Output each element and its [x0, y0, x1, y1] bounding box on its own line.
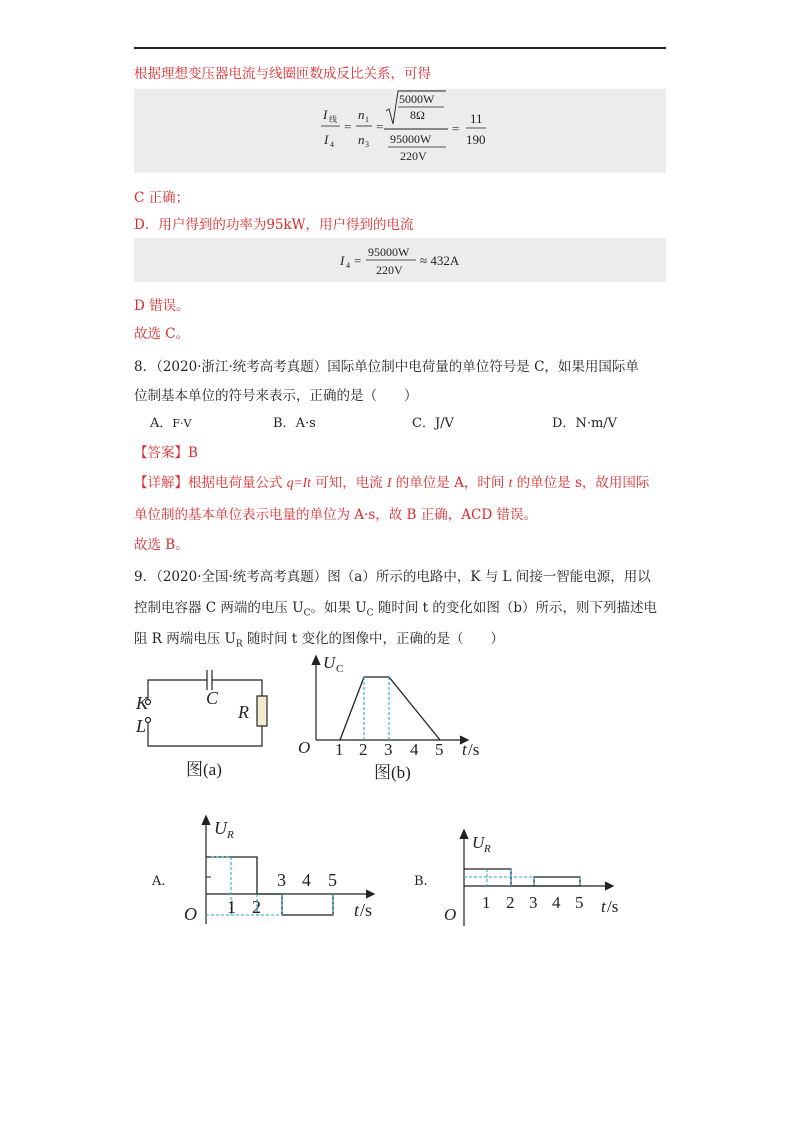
formula-box-1 — [134, 89, 666, 173]
uc-curve — [340, 677, 440, 740]
svg-text:=: = — [354, 253, 362, 268]
a-xlabel-unit: /s — [360, 900, 373, 920]
formula-1 — [134, 89, 666, 173]
q8-option-c[interactable]: C．J/V — [412, 416, 454, 431]
b-opt-xlabel-unit: /s — [607, 897, 619, 916]
b-xlabel-unit: /s — [468, 740, 480, 759]
b-tick-2: 2 — [359, 740, 368, 759]
svg-text:=: = — [344, 119, 352, 134]
a-tick-2: 2 — [252, 897, 261, 917]
b-origin: O — [298, 738, 311, 757]
solution-text-4: D 错误。 — [134, 298, 190, 314]
a-tick-1: 1 — [227, 897, 236, 917]
a-tick-4: 4 — [302, 870, 311, 890]
solution-text-3: D．用户得到的功率为95kW，用户得到的电流 — [134, 217, 414, 233]
q8-detail-1: 【详解】根据电荷量公式 q=It 可知，电流 I 的单位是 A，时间 t 的单位是 s，故用国际 — [134, 475, 650, 491]
f1-mid-num-sub: 1 — [365, 115, 369, 124]
f1-lhs-num: I — [323, 107, 328, 122]
figure-a-circuit — [134, 662, 284, 782]
label-k: K — [136, 693, 149, 713]
q9-line-3: 阻 R 两端电压 $U_R$ 随时间 t 变化的图像中，正确的是（ ） — [134, 631, 505, 650]
f1-lhs-den: I — [324, 132, 329, 147]
a-ylabel: U — [214, 818, 227, 838]
q8-conclusion: 故选 B。 — [134, 537, 189, 553]
b-opt-tick-5: 5 — [575, 893, 584, 912]
figure-b-graph — [290, 650, 500, 782]
b-tick-3: 3 — [384, 740, 393, 759]
a-origin: O — [184, 904, 197, 924]
f1-frac2-den: 220V — [400, 149, 427, 163]
solution-text-5: 故选 C。 — [134, 326, 190, 342]
a-tick-5: 5 — [328, 870, 337, 890]
f2-num: 95000W — [368, 245, 410, 259]
q9-option-a-graph[interactable] — [176, 812, 386, 932]
q9-option-b-graph[interactable] — [440, 826, 640, 936]
q9-option-b-label[interactable]: B. — [414, 874, 428, 889]
q8-option-d[interactable]: D．N·m/V — [552, 416, 618, 431]
q8-line-1: 8．（2020·浙江·统考高考真题）国际单位制中电荷量的单位符号是 C，如果用国际单 — [134, 359, 639, 375]
f1-frac2-num: 95000W — [390, 132, 432, 146]
b-ylabel-sub: C — [336, 663, 344, 675]
formula-box-2 — [134, 238, 666, 282]
a-tick-3: 3 — [277, 870, 286, 890]
f1-res-num: 11 — [470, 111, 483, 126]
q9-option-a-label[interactable]: A. — [152, 874, 166, 889]
f2-result: ≈ 432A — [420, 253, 460, 268]
q8-line-2: 位制基本单位的符号来表示，正确的是（ ） — [134, 388, 418, 404]
svg-text:=: = — [376, 119, 384, 134]
f1-res-den: 190 — [466, 132, 486, 147]
b-opt-origin: O — [444, 905, 457, 924]
q9-line-2: 控制电容器 C 两端的电压 $U_C$。如果 $U_C$ 随时间 t 的变化如图（b）所示，则下列描述电 — [134, 600, 657, 619]
f2-den: 220V — [376, 263, 403, 277]
solution-text-1: 根据理想变压器电流与线圈匝数成反比关系，可得 — [134, 66, 431, 82]
b-tick-5: 5 — [435, 740, 444, 759]
solution-text-2: C 正确； — [134, 190, 190, 206]
q8-option-b[interactable]: B．A·s — [273, 416, 316, 431]
f2-lhs: I — [340, 253, 345, 268]
q8-detail-2: 单位制的基本单位表示电量的单位为 A·s，故 B 正确，ACD 错误。 — [134, 507, 537, 523]
caption-b: 图(b) — [374, 763, 411, 782]
label-r: R — [238, 702, 249, 722]
formula-2 — [134, 238, 666, 282]
b-ylabel: U — [323, 653, 336, 672]
b-opt-tick-1: 1 — [482, 893, 491, 912]
f2-lhs-sub: 4 — [346, 261, 350, 270]
b-tick-1: 1 — [335, 740, 344, 759]
f1-mid-num: n — [358, 107, 365, 122]
q8-option-a[interactable]: A．F·V — [150, 416, 192, 431]
b-opt-ylabel-sub: R — [484, 843, 491, 855]
b-opt-xlabel-t: t — [601, 897, 606, 916]
b-opt-tick-2: 2 — [506, 893, 515, 912]
caption-a: 图(a) — [186, 760, 222, 779]
b-opt-ylabel: U — [472, 833, 485, 852]
header-rule — [134, 47, 666, 49]
a-ur-curve — [206, 857, 333, 915]
q8-answer: 【答案】B — [134, 445, 198, 461]
label-c: C — [206, 688, 219, 708]
q9-line-1: 9．（2020·全国·统考高考真题）图（a）所示的电路中，K 与 L 间接一智能电源，用以 — [134, 569, 651, 585]
label-l: L — [136, 716, 147, 736]
a-xlabel-t: t — [354, 900, 360, 920]
b-opt-tick-3: 3 — [529, 893, 538, 912]
f1-mid-den-sub: 3 — [365, 140, 369, 149]
svg-text:=: = — [452, 121, 460, 136]
f1-root-num: 5000W — [399, 92, 435, 106]
f1-root-den: 8Ω — [410, 108, 425, 122]
b-tick-4: 4 — [410, 740, 419, 759]
b-opt-tick-4: 4 — [552, 893, 561, 912]
b-xlabel-t: t — [462, 740, 467, 759]
f1-lhs-den-sub: 4 — [330, 140, 334, 149]
f1-lhs-num-sub: 线 — [329, 115, 337, 124]
f1-mid-den: n — [358, 132, 365, 147]
a-ylabel-sub: R — [227, 829, 234, 841]
